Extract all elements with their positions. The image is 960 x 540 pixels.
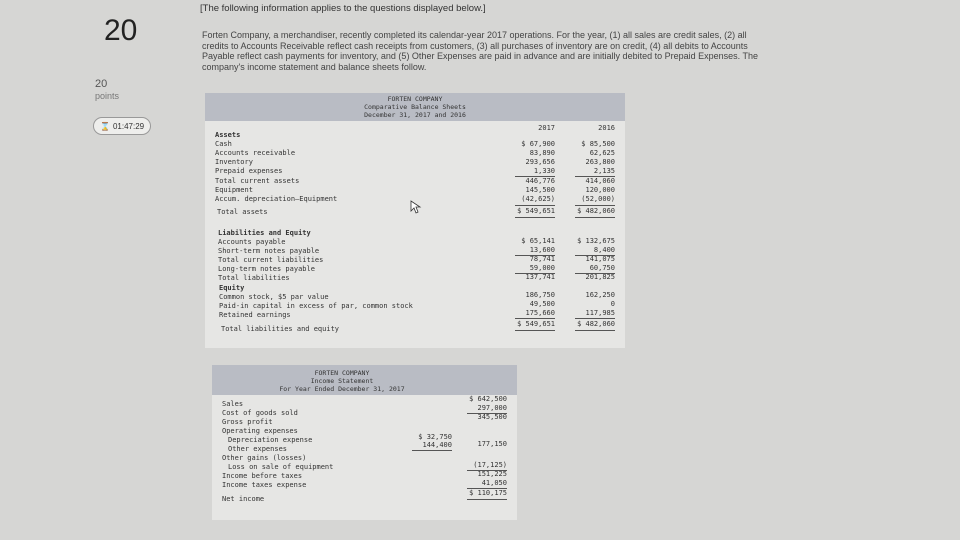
hourglass-icon: ⌛ [100,121,110,131]
bs-row-2016: 414,060 [585,177,615,185]
is-row-label: Operating expenses [222,427,298,435]
assets-heading: Assets [215,131,241,139]
bs-row-2017: 1,330 [533,167,555,175]
income-statement-body [212,395,517,520]
bs-row-2017: 175,660 [525,309,555,317]
is-row-label: Other expenses [228,445,288,453]
is-row-outer: (17,125) [473,461,507,469]
bs-row-2016: 8,400 [593,246,615,254]
is-company: FORTEN COMPANY [314,369,370,377]
bs-row-label: Total current assets [215,177,300,185]
bs-row-2016: (52,000) [581,195,615,203]
is-title: Income Statement [310,377,374,385]
bs-row-2017: $ 549,651 [517,207,555,215]
underline [575,205,615,206]
bs-row-2016: 162,250 [585,291,615,299]
timer-badge[interactable] [93,117,151,135]
equity-heading: Equity [219,284,245,292]
underline [515,205,555,206]
bs-row-2017: $ 65,141 [521,237,555,245]
bs-company: FORTEN COMPANY [387,95,443,103]
bs-row-2017: $ 67,900 [521,140,555,148]
bs-row-2017: (42,625) [521,195,555,203]
intro-text: [The following information applies to the questions displayed below.] [200,3,486,14]
double-underline [575,330,615,331]
bs-row-2017: 446,776 [525,177,555,185]
bs-row-label: Accum. depreciation–Equipment [215,195,338,203]
double-underline [467,499,507,500]
bs-row-2016: 2,135 [593,167,615,175]
is-row-label: Gross profit [222,418,273,426]
bs-col-2017: 2017 [538,124,555,132]
bs-row-label: Paid-in capital in excess of par, common stock [219,302,413,310]
points-value: 20 [95,78,108,90]
bs-row-label: Accounts payable [218,238,286,246]
bs-row-2016: $ 482,060 [577,207,615,215]
bs-row-2016: 201,825 [585,273,615,281]
bs-row-label: Long-term notes payable [218,265,315,273]
bs-row-2016: 60,750 [589,264,615,272]
is-row-outer: 151,225 [477,470,507,478]
is-row-label: Loss on sale of equipment [228,463,334,471]
bs-row-label: Short-term notes payable [218,247,320,255]
mouse-cursor-icon [410,200,422,214]
timer-text: 01:47:29 [112,121,145,131]
bs-row-2016: $ 482,060 [577,320,615,328]
liabilities-heading: Liabilities and Equity [218,229,311,237]
points-label: points [95,91,120,101]
bs-row-label: Total liabilities [218,274,290,282]
is-row-label: Net income [222,495,265,503]
bs-row-2016: 0 [610,300,615,308]
bs-row-2016: 62,625 [589,149,615,157]
is-date: For Year Ended December 31, 2017 [279,385,405,393]
question-number: 20 [104,14,138,47]
income-statement-header [212,365,517,395]
underline [412,450,452,451]
bs-row-2017: 13,600 [529,246,555,254]
bs-row-label: Retained earnings [219,311,291,319]
bs-row-2017: 83,890 [529,149,555,157]
is-row-inner: 144,400 [422,441,452,449]
underline [515,318,555,319]
bs-row-label: Inventory [215,158,253,166]
is-row-outer: 345,500 [477,413,507,421]
underline [575,318,615,319]
is-row-label: Income before taxes [222,472,303,480]
double-underline [575,217,615,218]
bs-row-label: Common stock, $5 par value [219,293,329,301]
problem-paragraph: Forten Company, a merchandiser, recently completed its calendar-year 2017 operations. For the year, (1) all sales are credit sales, (2) all credits to Accounts Receivable reflect cash receipts from customers, (3) all purchases of inventory are on credit, (4) all debits to Accounts Payable reflect cash payments for inventory, and (5) Other Expenses are paid in advance and are initially debited to Prepaid Expenses. The company's income statement and balance sheets follow. [202,30,758,72]
income-statement [212,365,517,520]
is-row-outer: $ 642,500 [469,395,507,403]
is-row-outer: 177,150 [477,440,507,448]
bs-date: December 31, 2017 and 2016 [364,111,466,119]
double-underline [515,330,555,331]
is-row-outer: 41,050 [481,479,507,487]
is-row-label: Income taxes expense [222,481,307,489]
bs-row-2017: 293,656 [525,158,555,166]
is-row-inner: $ 32,750 [418,433,452,441]
balance-sheet-header [205,93,625,121]
bs-row-2017: 78,741 [529,255,555,263]
bs-row-2017: 49,500 [529,300,555,308]
bs-row-2017: 59,000 [529,264,555,272]
is-row-outer: $ 110,175 [469,489,507,497]
is-row-label: Cost of goods sold [222,409,298,417]
is-row-label: Depreciation expense [228,436,313,444]
double-underline [515,217,555,218]
bs-row-2017: 137,741 [525,273,555,281]
bs-col-2016: 2016 [598,124,615,132]
bs-row-2016: 117,985 [585,309,615,317]
balance-sheet [205,93,625,348]
bs-title: Comparative Balance Sheets [364,103,466,111]
bs-row-2016: $ 132,675 [577,237,615,245]
bs-row-2017: 186,750 [525,291,555,299]
bs-row-label: Prepaid expenses [215,167,283,175]
bs-row-2016: 120,000 [585,186,615,194]
bs-row-2017: 145,500 [525,186,555,194]
bs-row-label: Total liabilities and equity [221,325,340,333]
is-row-outer: 297,000 [477,404,507,412]
bs-row-2016: 141,075 [585,255,615,263]
is-row-label: Other gains (losses) [222,454,307,462]
bs-row-2016: 263,800 [585,158,615,166]
bs-row-2016: $ 85,500 [581,140,615,148]
bs-row-label: Equipment [215,186,253,194]
bs-row-label: Cash [215,140,232,148]
balance-sheet-body [205,121,625,348]
bs-row-label: Accounts receivable [215,149,296,157]
bs-row-label: Total assets [217,208,268,216]
bs-row-2017: $ 549,651 [517,320,555,328]
is-row-label: Sales [222,400,244,408]
bs-row-label: Total current liabilities [218,256,324,264]
